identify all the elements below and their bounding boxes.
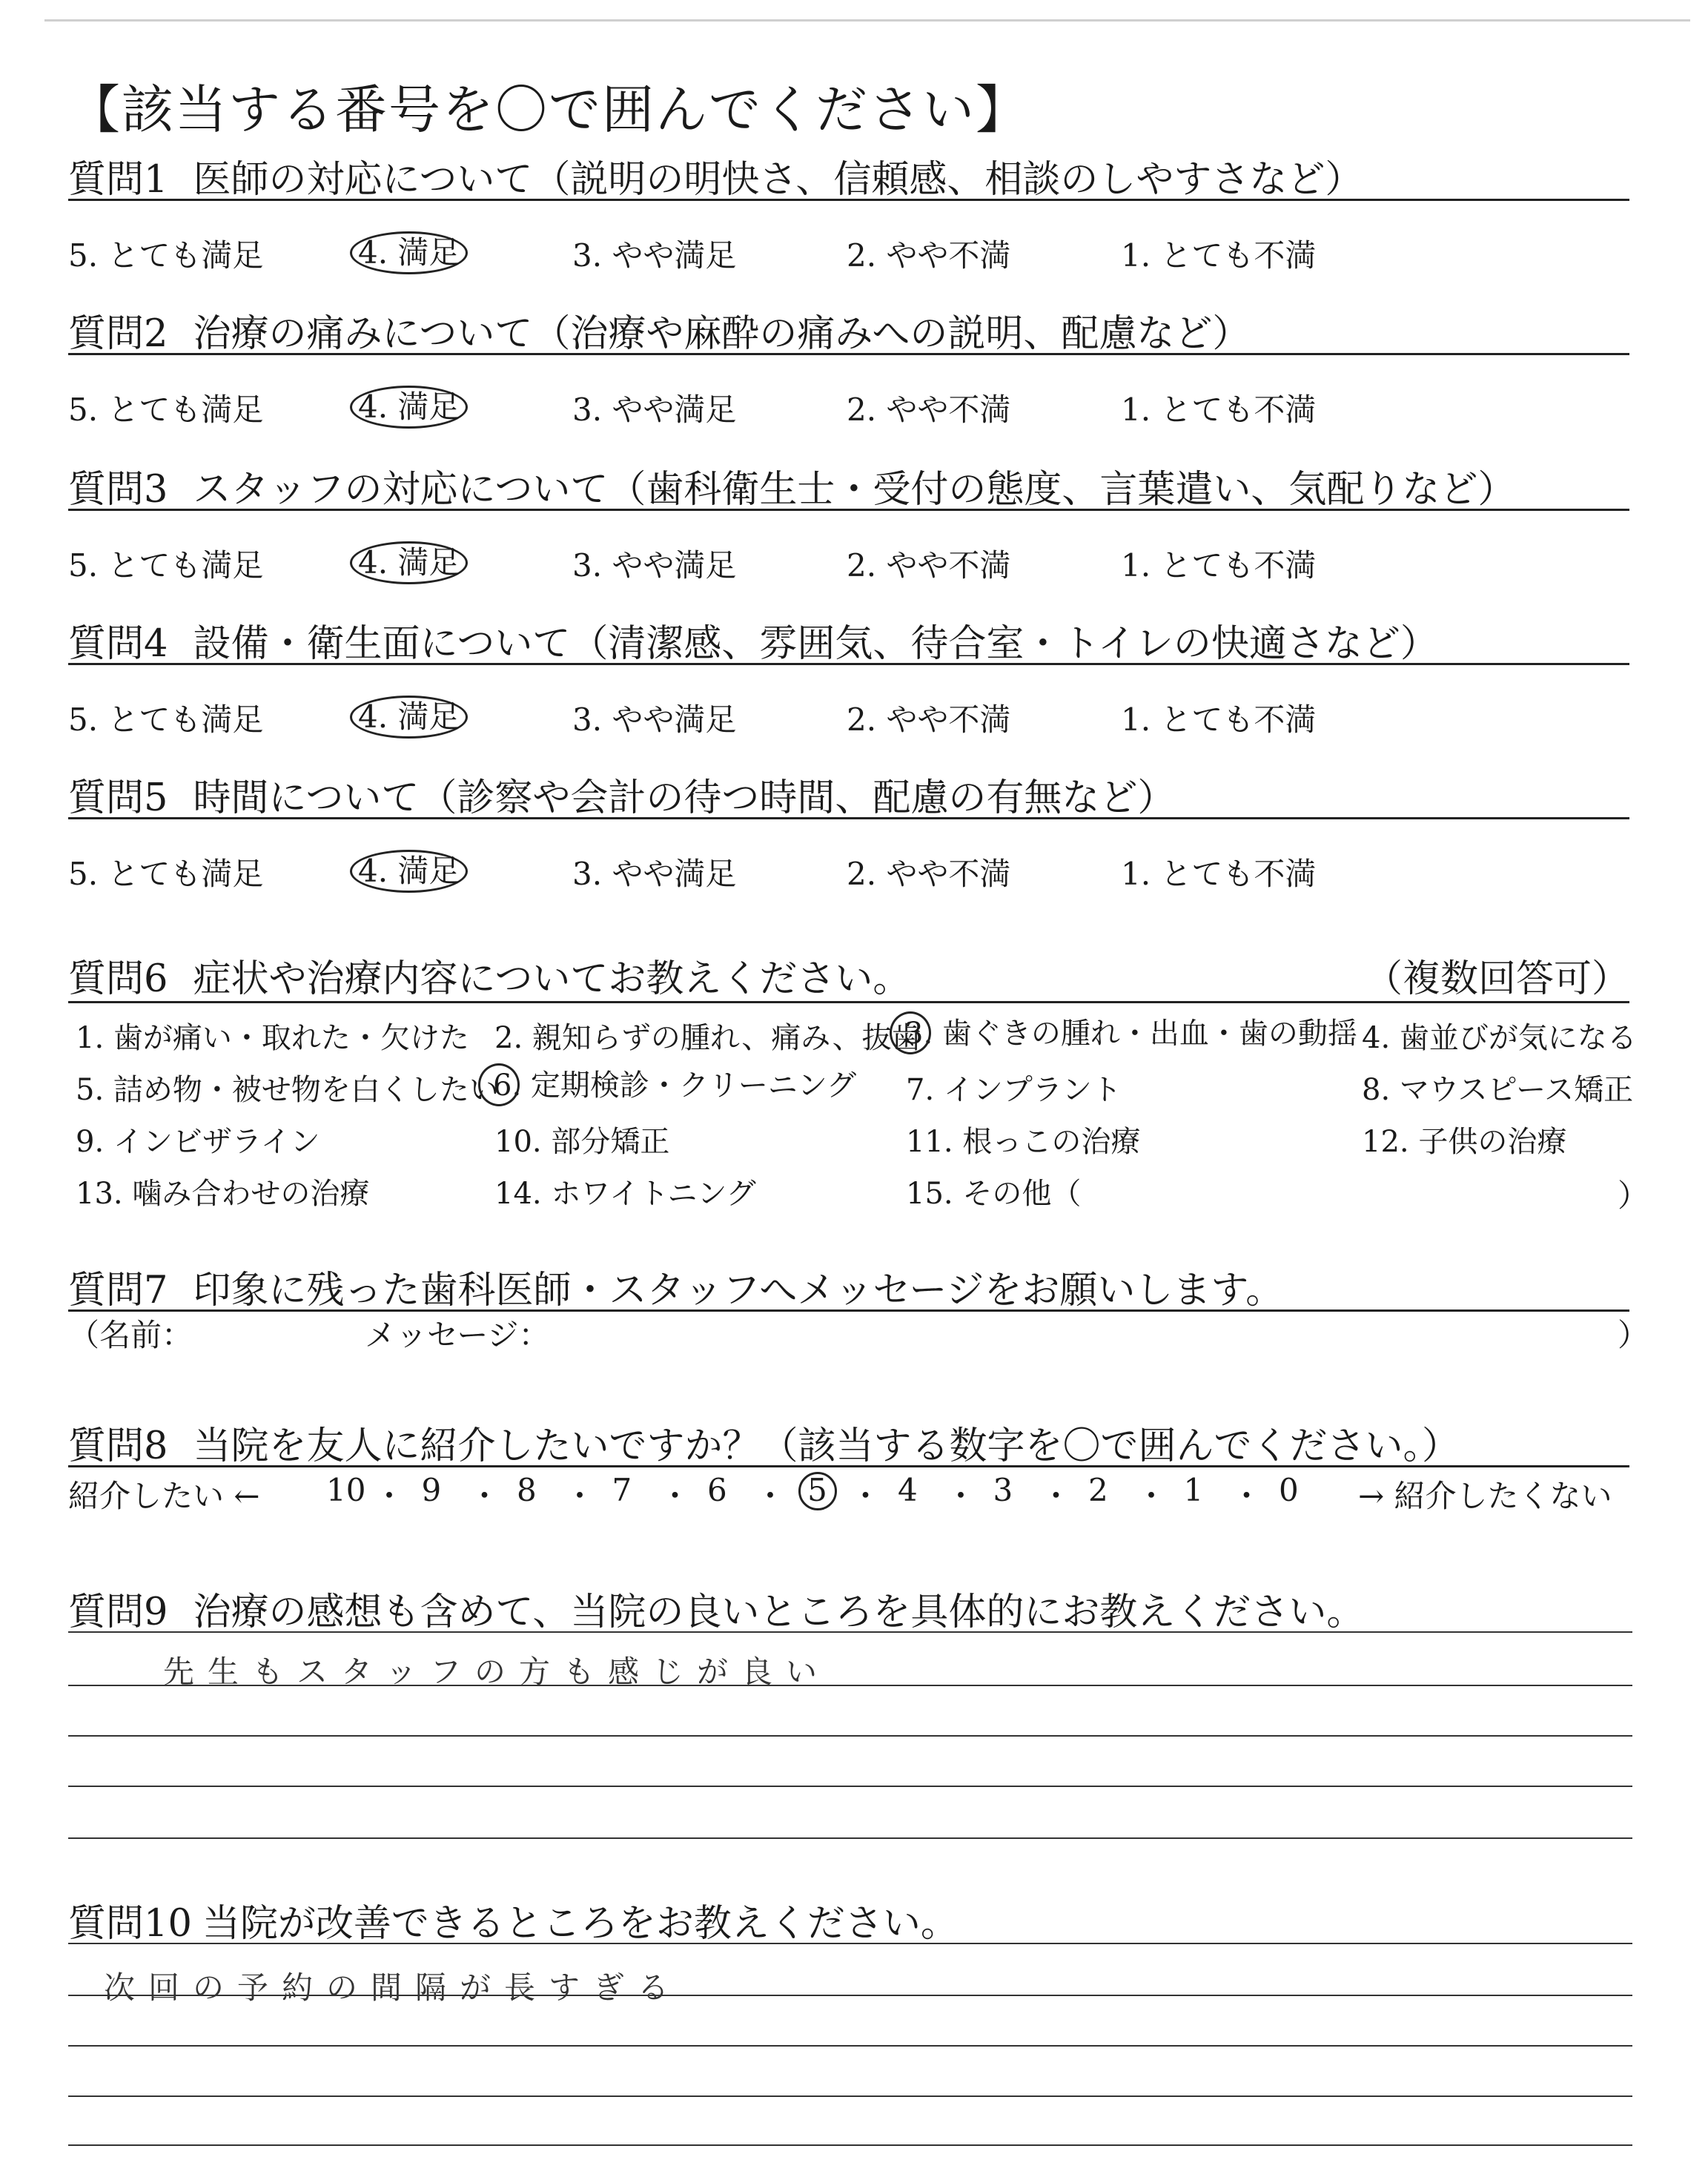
q7-text: 印象に残った歯科医師・スタッフへメッセージをお願いします。 (193, 1269, 1284, 1312)
q8-scale-value[interactable]: 2 (1088, 1472, 1108, 1508)
q3-rule (68, 509, 1629, 511)
q10-answer: 次回の予約の間隔が長すぎる (104, 1969, 683, 2006)
q4-text: 設備・衛生面について（清潔感、雰囲気、待合室・トイレの快適さなど） (193, 622, 1438, 666)
q10-line (68, 2045, 1632, 2047)
q6-option[interactable]: 8. マウスピース矯正 (1362, 1073, 1634, 1107)
q7-close-paren: ） (1618, 1317, 1649, 1353)
q5-rule (68, 817, 1629, 819)
q1-heading (68, 148, 1363, 203)
q7-message-label: メッセージ： (365, 1317, 550, 1353)
q6-option[interactable]: 12. 子供の治療 (1362, 1125, 1567, 1159)
rating-option[interactable]: 1. とても不満 (1121, 392, 1317, 428)
rating-option[interactable]: 3. やや満足 (572, 392, 737, 428)
q8-scale-separator: ・ (1040, 1478, 1072, 1514)
q1-rule (68, 199, 1629, 201)
q6-option[interactable]: 1. 歯が痛い・取れた・欠けた (76, 1021, 469, 1055)
q6-option[interactable]: 6. 定期検診・クリーニング (487, 1066, 862, 1105)
q9-line (68, 1685, 1632, 1686)
q8-scale-value[interactable]: 4 (898, 1472, 918, 1508)
q7-rule (68, 1309, 1629, 1312)
q10-line (68, 1995, 1632, 1996)
selection-circle (890, 1011, 931, 1054)
top-border (44, 19, 1690, 22)
q9-line (68, 1735, 1632, 1737)
rating-option[interactable]: 3. やや満足 (572, 547, 737, 584)
q7-label: 質問7 (68, 1269, 168, 1312)
q10-line (68, 2095, 1632, 2097)
rating-option[interactable]: 3. やや満足 (572, 856, 737, 892)
q6-text: 症状や治療内容についてお教えください。 (193, 957, 911, 1001)
rating-option[interactable]: 3. やや満足 (572, 237, 737, 274)
q10-line (68, 2144, 1632, 2146)
q9-line (68, 1837, 1632, 1839)
rating-option[interactable]: 5. とても満足 (68, 237, 264, 274)
rating-option[interactable]: 4. 満足 (350, 231, 468, 274)
q1-text: 医師の対応について（説明の明快さ、信頼感、相談のしやすさなど） (193, 158, 1363, 202)
q8-scale-separator: ・ (564, 1478, 596, 1514)
rating-option[interactable]: 2. やや不満 (847, 856, 1011, 892)
q8-scale-value[interactable]: 6 (707, 1472, 727, 1508)
q5-options (68, 850, 1640, 894)
q6-option[interactable]: 11. 根っこの治療 (906, 1125, 1141, 1159)
rating-option[interactable]: 1. とても不満 (1121, 547, 1317, 584)
q6-option[interactable]: 14. ホワイトニング (494, 1177, 756, 1211)
q9-heading (68, 1581, 1364, 1636)
q8-scale-value[interactable]: 10 (326, 1472, 366, 1508)
rating-option[interactable]: 5. とても満足 (68, 856, 264, 892)
q8-scale-value[interactable]: 8 (517, 1472, 537, 1508)
rating-option[interactable]: 5. とても満足 (68, 547, 264, 584)
q6-option[interactable]: 10. 部分矯正 (494, 1125, 670, 1159)
q3-label: 質問3 (68, 468, 168, 512)
q8-text: 当院を友人に紹介したいですか？（該当する数字を〇で囲んでください。） (193, 1424, 1460, 1468)
q6-close-paren: ） (1618, 1178, 1649, 1214)
rating-option[interactable]: 2. やや不満 (847, 701, 1011, 738)
q6-option[interactable]: 3. 歯ぐきの腫れ・出血・歯の動揺 (898, 1014, 1363, 1053)
q6-option[interactable]: 15. その他（ (906, 1177, 1082, 1211)
q8-rule (68, 1465, 1629, 1467)
q8-scale-separator: ・ (850, 1478, 881, 1514)
q2-label: 質問2 (68, 312, 168, 356)
q8-left-label: 紹介したい ← (68, 1478, 260, 1514)
q6-option[interactable]: 2. 親知らずの腫れ、痛み、抜歯 (494, 1021, 921, 1055)
q7-name-label: （名前： (68, 1317, 193, 1353)
q8-scale (68, 1472, 1640, 1519)
q8-scale-value[interactable]: 3 (993, 1472, 1013, 1508)
q3-text: スタッフの対応について（歯科衛生士・受付の態度、言葉遣い、気配りなど） (193, 468, 1516, 512)
q8-scale-separator: ・ (1231, 1478, 1262, 1514)
q10-text: 当院が改善できるところをお教えください。 (202, 1902, 959, 1946)
q10-line (68, 1943, 1632, 1944)
q6-note: （複数回答可） (1364, 957, 1629, 1001)
q9-text: 治療の感想も含めて、当院の良いところを具体的にお教えください。 (193, 1591, 1365, 1634)
q7-message-row (68, 1311, 1649, 1355)
q8-label: 質問8 (68, 1424, 168, 1468)
rating-option[interactable]: 4. 満足 (350, 850, 468, 893)
q8-scale-separator: ・ (755, 1478, 787, 1514)
q9-line (68, 1631, 1632, 1633)
q10-heading (68, 1892, 959, 1947)
q1-label: 質問1 (68, 158, 168, 202)
q8-right-label: → 紹介したくない (1358, 1478, 1612, 1514)
rating-option[interactable]: 4. 満足 (350, 386, 468, 429)
q8-heading (68, 1415, 1460, 1470)
q6-option[interactable]: 7. インプラント (906, 1073, 1122, 1107)
rating-option[interactable]: 1. とても不満 (1121, 237, 1317, 274)
q2-rule (68, 353, 1629, 355)
q5-label: 質問5 (68, 776, 168, 820)
q5-text: 時間について（診察や会計の待つ時間、配慮の有無など） (193, 776, 1176, 820)
q6-heading (68, 948, 1629, 1003)
q5-heading (68, 767, 1175, 822)
q8-scale-separator: ・ (659, 1478, 691, 1514)
rating-option[interactable]: 2. やや不満 (847, 392, 1011, 428)
q1-options (68, 231, 1640, 276)
q6-option[interactable]: 9. インビザライン (76, 1125, 320, 1159)
rating-option[interactable]: 1. とても不満 (1121, 701, 1317, 738)
q8-scale-separator: ・ (945, 1478, 977, 1514)
page-title: 【該当する番号を〇で囲んでください】 (68, 79, 1029, 140)
q9-label: 質問9 (68, 1591, 168, 1634)
rating-option[interactable]: 5. とても満足 (68, 392, 264, 428)
rating-option[interactable]: 2. やや不満 (847, 547, 1011, 584)
q6-label: 質問6 (68, 957, 168, 1001)
q4-rule (68, 663, 1629, 665)
q6-option[interactable]: 5. 詰め物・被せ物を白くしたい (76, 1073, 499, 1107)
q9-answer: 先生もスタッフの方も感じが良い (163, 1654, 831, 1690)
q8-scale-separator: ・ (374, 1478, 406, 1514)
q2-text: 治療の痛みについて（治療や麻酔の痛みへの説明、配慮など） (193, 312, 1251, 356)
q2-heading (68, 303, 1250, 357)
q6-rule (68, 1001, 1629, 1003)
rating-option[interactable]: 4. 満足 (350, 696, 468, 739)
q7-heading (68, 1259, 1283, 1314)
q8-scale-value[interactable]: 9 (421, 1472, 442, 1508)
q8-scale-value[interactable]: 1 (1183, 1472, 1204, 1508)
q4-heading (68, 612, 1438, 667)
rating-option[interactable]: 3. やや満足 (572, 701, 737, 738)
q8-scale-value[interactable]: 5 (798, 1472, 837, 1510)
q10-label: 質問10 (68, 1902, 192, 1946)
rating-option[interactable]: 2. やや不満 (847, 237, 1011, 274)
q2-options (68, 386, 1640, 430)
rating-option[interactable]: 4. 満足 (350, 541, 468, 584)
rating-option[interactable]: 5. とても満足 (68, 701, 264, 738)
q3-heading (68, 458, 1515, 513)
q8-scale-separator: ・ (1136, 1478, 1168, 1514)
q8-scale-value[interactable]: 7 (612, 1472, 632, 1508)
rating-option[interactable]: 1. とても不満 (1121, 856, 1317, 892)
q6-option[interactable]: 4. 歯並びが気になる (1362, 1021, 1637, 1055)
q8-scale-value[interactable]: 0 (1279, 1472, 1299, 1508)
q9-line (68, 1786, 1632, 1787)
q8-scale-separator: ・ (469, 1478, 500, 1514)
q4-options (68, 696, 1640, 740)
selection-circle (478, 1063, 520, 1106)
q3-options (68, 541, 1640, 586)
q4-label: 質問4 (68, 622, 168, 666)
q6-option[interactable]: 13. 噛み合わせの治療 (76, 1177, 370, 1211)
